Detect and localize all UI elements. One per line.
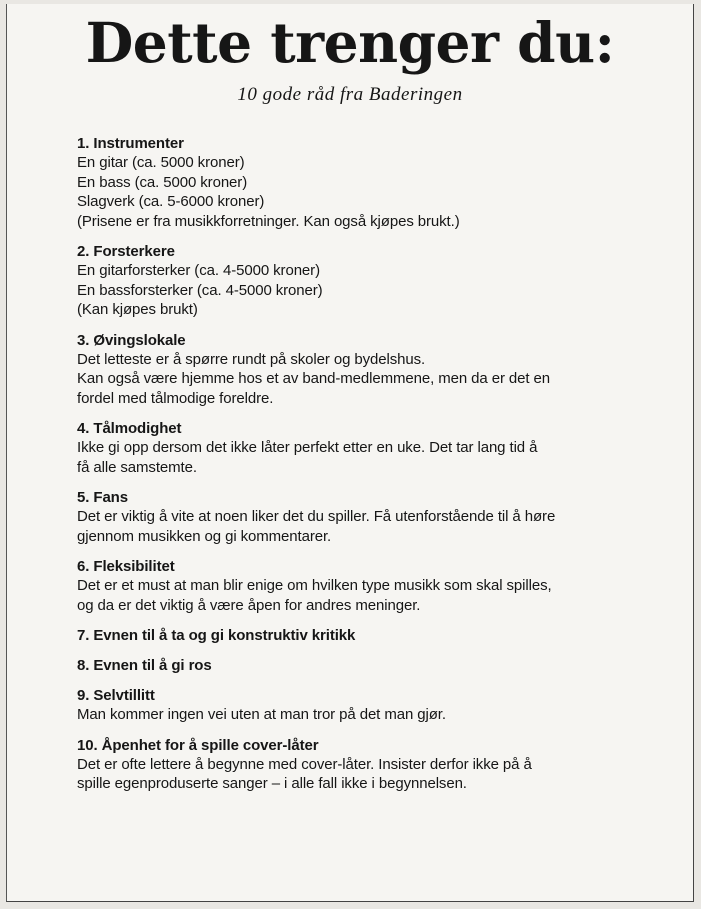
advice-text-line: Det er ofte lettere å begynne med cover-låter. Insister derfor ikke på å bbox=[77, 755, 532, 773]
advice-text-line: En bass (ca. 5000 kroner) bbox=[77, 173, 248, 191]
advice-heading: 3. Øvingslokale bbox=[77, 331, 186, 349]
advice-text-line: Man kommer ingen vei uten at man tror på det man gjør. bbox=[77, 706, 446, 723]
advice-list bbox=[77, 134, 689, 805]
advice-item bbox=[77, 419, 689, 477]
page-title: Dette trenger du: bbox=[85, 10, 615, 75]
advice-text-line: gjennom musikken og gi kommentarer. bbox=[77, 527, 332, 545]
advice-item bbox=[77, 242, 689, 320]
advice-heading: 8. Evnen til å gi ros bbox=[77, 657, 212, 674]
advice-item bbox=[77, 686, 689, 725]
advice-item bbox=[77, 656, 689, 675]
advice-text-line: (Prisene er fra musikkforretninger. Kan også kjøpes brukt.) bbox=[77, 212, 460, 230]
advice-text-line: (Kan kjøpes brukt) bbox=[77, 301, 198, 318]
advice-text-line: Det letteste er å spørre rundt på skoler og bydelshus. bbox=[77, 350, 426, 368]
advice-item bbox=[77, 557, 689, 615]
advice-item bbox=[77, 488, 689, 546]
advice-heading: 7. Evnen til å ta og gi konstruktiv kritikk bbox=[77, 627, 356, 644]
advice-heading: 10. Åpenhet for å spille cover-låter bbox=[77, 736, 319, 754]
advice-item bbox=[77, 331, 689, 409]
advice-heading: 4. Tålmodighet bbox=[77, 420, 182, 437]
advice-text-line: Slagverk (ca. 5-6000 kroner) bbox=[77, 193, 265, 210]
advice-heading: 5. Fans bbox=[77, 489, 128, 506]
advice-text-line: spille egenproduserte sanger – i alle fall ikke i begynnelsen. bbox=[77, 775, 467, 792]
advice-text-line: få alle samstemte. bbox=[77, 458, 197, 476]
advice-text-line: fordel med tålmodige foreldre. bbox=[77, 389, 274, 407]
advice-item bbox=[77, 736, 689, 794]
advice-heading: 1. Instrumenter bbox=[77, 135, 184, 152]
advice-text-line: Det er et must at man blir enige om hvilken type musikk som skal spilles, bbox=[77, 577, 552, 594]
advice-text-line: En bassforsterker (ca. 4-5000 kroner) bbox=[77, 281, 323, 299]
advice-heading: 6. Fleksibilitet bbox=[77, 558, 175, 575]
newspaper-clipping bbox=[6, 4, 694, 902]
advice-text-line: Kan også være hjemme hos et av band-medlemmene, men da er det en bbox=[77, 370, 551, 387]
advice-text-line: og da er det viktig å være åpen for andres meninger. bbox=[77, 596, 421, 614]
advice-item bbox=[77, 626, 689, 645]
page-subtitle: 10 gode råd fra Baderingen bbox=[237, 84, 463, 105]
advice-item bbox=[77, 134, 689, 231]
advice-text-line: Det er viktig å vite at noen liker det du spiller. Få utenforstående til å høre bbox=[77, 508, 556, 525]
advice-heading: 9. Selvtillitt bbox=[77, 687, 155, 704]
advice-text-line: Ikke gi opp dersom det ikke låter perfekt etter en uke. Det tar lang tid å bbox=[77, 439, 538, 456]
advice-text-line: En gitar (ca. 5000 kroner) bbox=[77, 154, 245, 171]
advice-text-line: En gitarforsterker (ca. 4-5000 kroner) bbox=[77, 262, 320, 279]
advice-heading: 2. Forsterkere bbox=[77, 243, 175, 260]
